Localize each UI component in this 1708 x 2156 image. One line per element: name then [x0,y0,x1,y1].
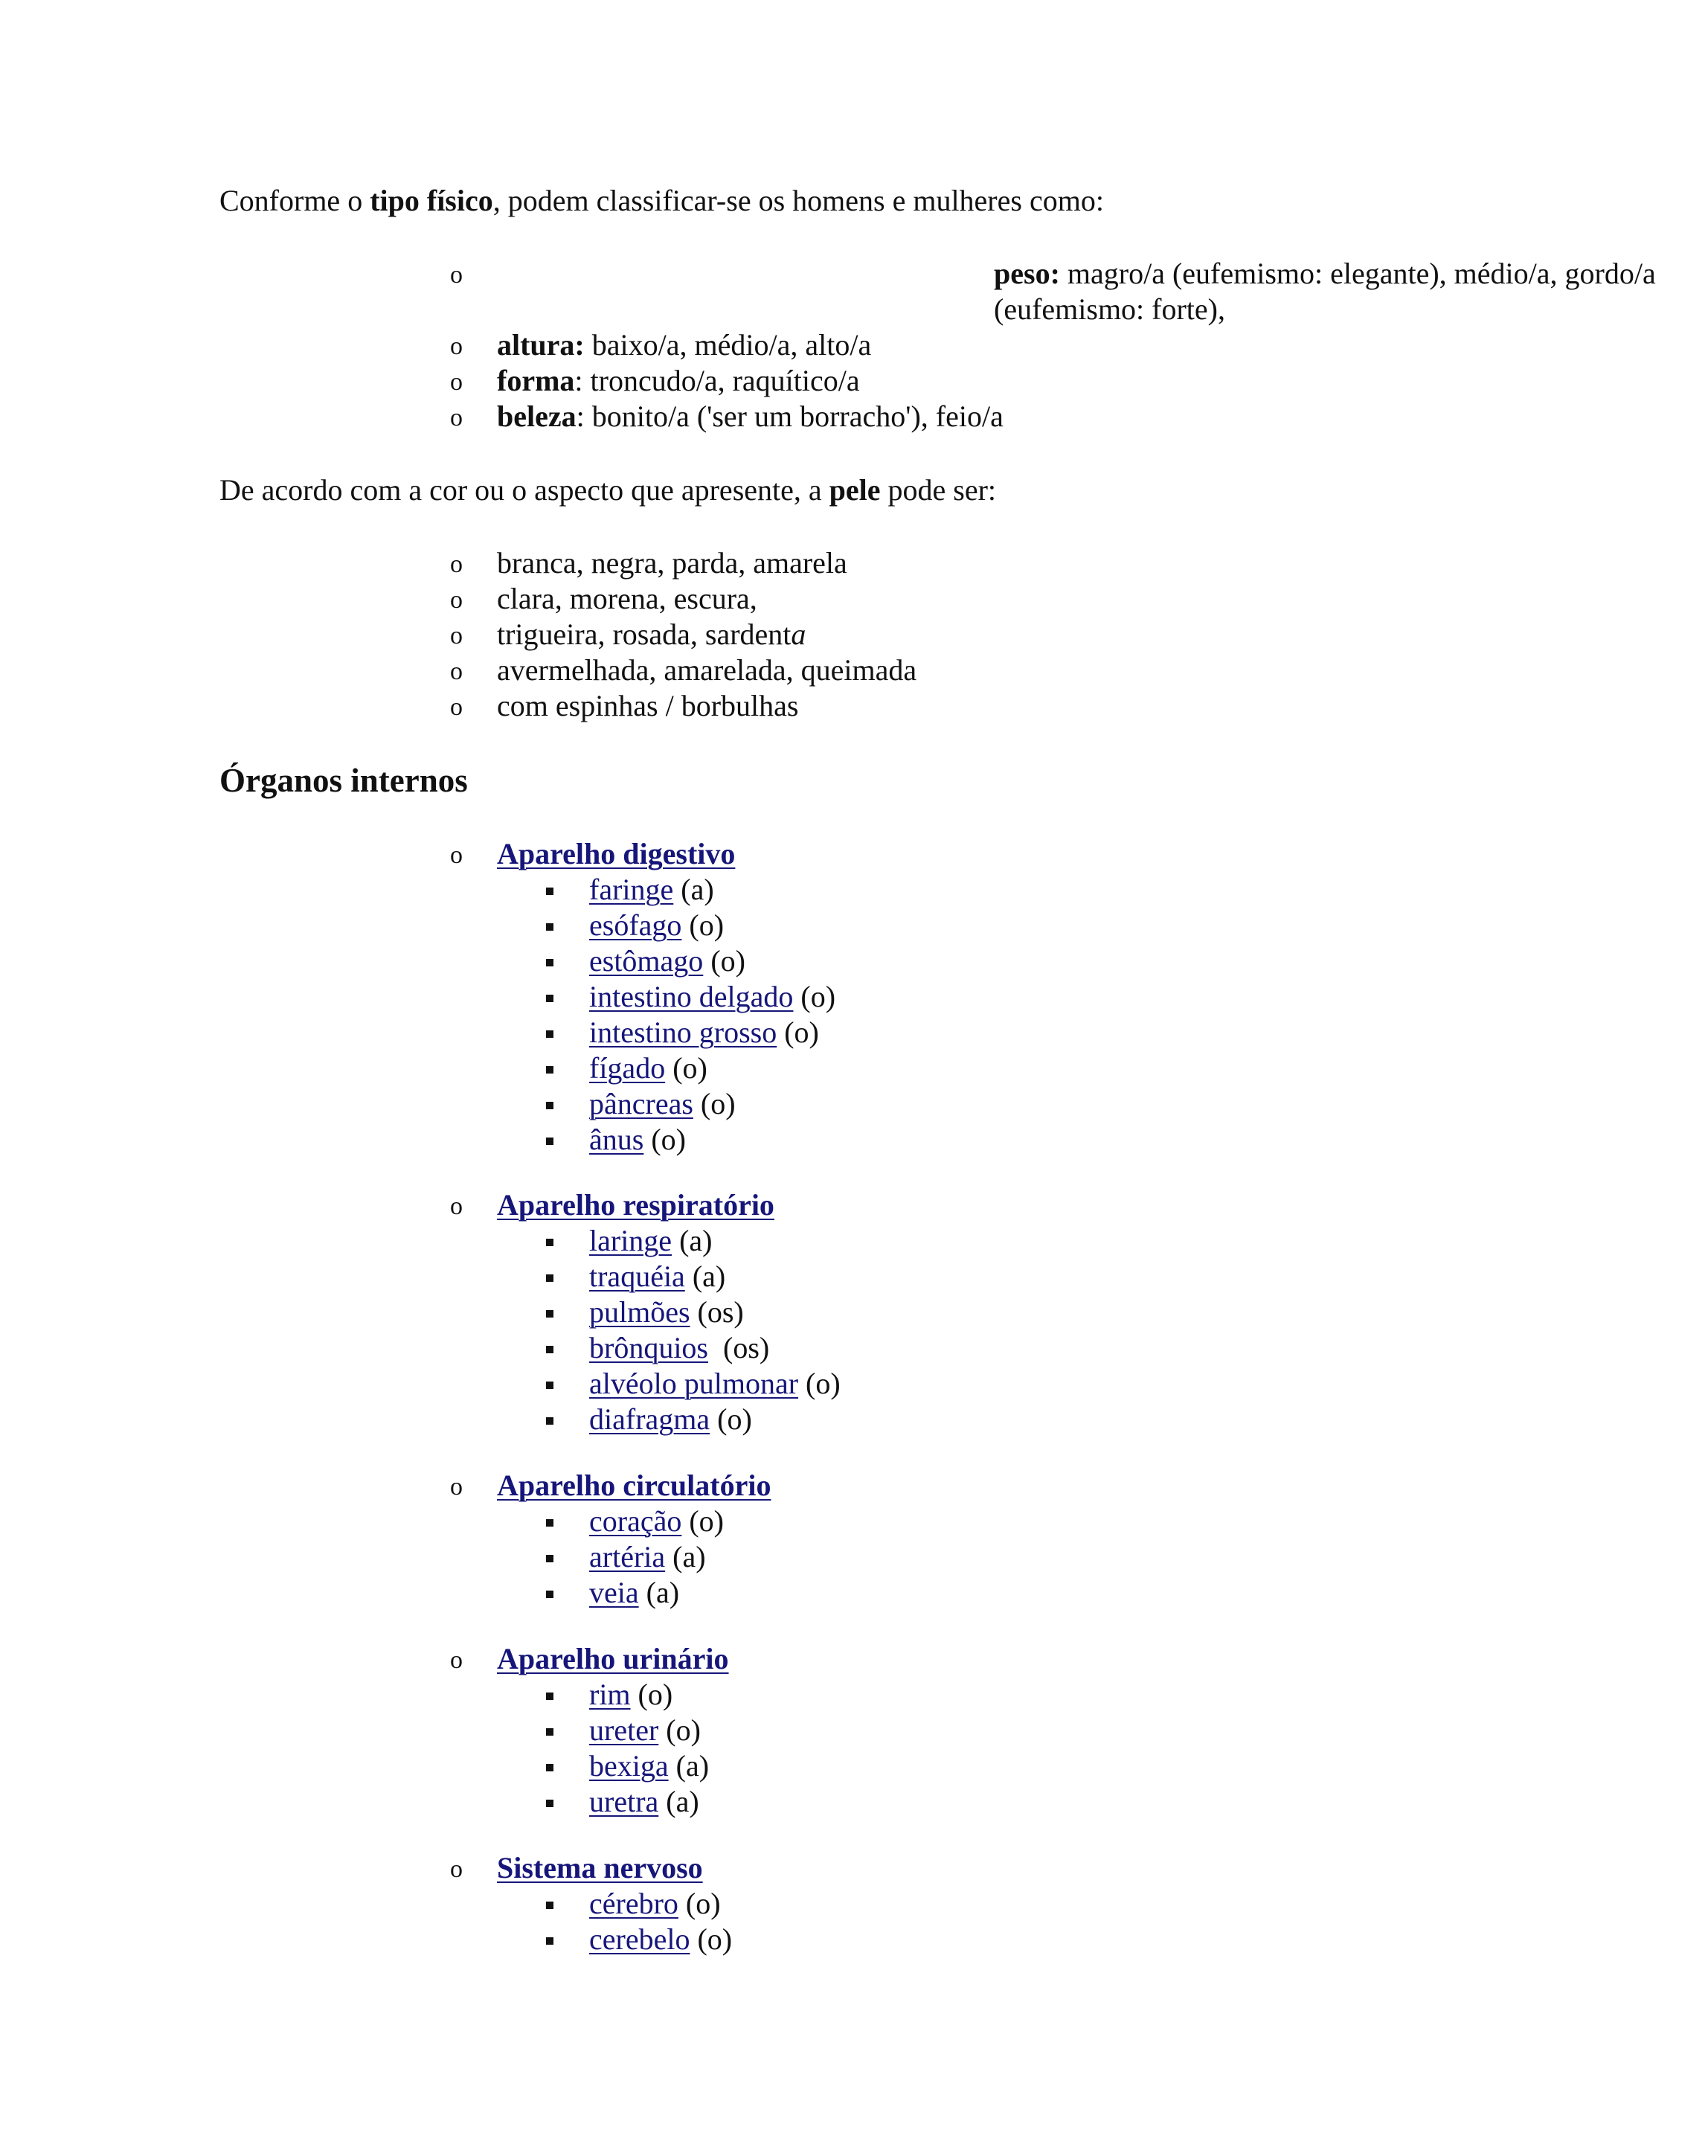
physical-text: : bonito/a ('ser um borracho'), feio/a [576,400,1004,433]
organ-gender: (o) [643,1123,686,1156]
organ-link[interactable]: diafragma [589,1402,710,1436]
physical-text: magro/a (eufemismo: elegante), médio/a, gordo/a (eufemismo: forte), [994,257,1656,326]
organ-link[interactable]: pulmões [589,1295,690,1329]
organ-gender: (o) [658,1713,701,1747]
organ-link[interactable]: laringe [589,1224,672,1257]
skin-bold: pele [829,473,881,507]
skin-type-text: com espinhas / borbulhas [497,689,799,722]
organ-link[interactable]: faringe [589,873,674,906]
list-item [0,363,1211,399]
square-bullet-icon [546,1274,553,1282]
organ-link[interactable]: estômago [589,944,704,978]
organ-gender: (a) [684,1260,726,1293]
square-bullet-icon [546,1310,553,1318]
organ-link[interactable]: fígado [589,1051,666,1085]
organ-gender: (o) [665,1051,707,1085]
circle-bullet-icon: o [450,551,463,578]
skin-type-text: clara, morena, escura, [497,582,757,615]
physical-text: baixo/a, médio/a, alto/a [584,328,872,362]
circle-bullet-icon: o [450,658,463,685]
circle-bullet-icon: o [450,586,463,614]
physical-label: altura: [497,328,585,362]
list-item [0,256,1656,327]
circle-bullet-icon: o [450,841,463,869]
organ-link[interactable]: uretra [589,1785,659,1818]
square-bullet-icon [546,1555,553,1562]
square-bullet-icon [546,1382,553,1389]
circle-bullet-icon: o [450,693,463,721]
organ-link[interactable]: traquéia [589,1260,685,1293]
circle-bullet-icon: o [450,1855,463,1883]
system-link[interactable]: Aparelho respiratório [497,1188,774,1222]
organ-link[interactable]: cerebelo [589,1922,690,1956]
system-link[interactable]: Sistema nervoso [497,1851,703,1884]
organs-heading: Órganos internos [219,762,468,799]
organ-link[interactable]: coração [589,1504,682,1538]
skin-paragraph [219,472,996,508]
organ-gender: (o) [798,1367,841,1400]
organ-link[interactable]: intestino delgado [589,980,794,1013]
organ-link[interactable]: esófago [589,908,682,942]
organ-link[interactable]: rim [589,1678,631,1711]
system-link[interactable]: Aparelho urinário [497,1642,729,1675]
skin-type-italic: a [791,617,806,651]
organ-gender: (o) [777,1016,819,1049]
square-bullet-icon [546,1030,553,1038]
organ-gender: (a) [673,873,714,906]
square-bullet-icon [546,888,553,895]
square-bullet-icon [546,1728,553,1736]
square-bullet-icon [546,1937,553,1945]
square-bullet-icon [546,995,553,1002]
square-bullet-icon [546,1138,553,1145]
organ-link[interactable]: alvéolo pulmonar [589,1367,799,1400]
physical-text: : troncudo/a, raquítico/a [574,364,860,397]
square-bullet-icon [546,1239,553,1246]
organ-gender: (o) [690,1922,733,1956]
organ-gender: (a) [672,1224,713,1257]
list-item [0,399,1211,434]
skin-type-text: avermelhada, amarelada, queimada [497,653,917,687]
organ-gender: (o) [681,1504,724,1538]
organ-gender: (o) [703,944,745,978]
physical-label: forma [497,364,575,397]
square-bullet-icon [546,1519,553,1527]
skin-type-text: branca, negra, parda, amarela [497,546,847,580]
physical-types-list [0,256,1656,434]
organ-gender: (o) [630,1678,673,1711]
organ-gender: (o) [710,1402,752,1436]
circle-bullet-icon: o [450,404,463,431]
organ-gender: (o) [693,1087,736,1120]
square-bullet-icon [546,1066,553,1074]
square-bullet-icon [546,1102,553,1109]
circle-bullet-icon: o [450,333,463,360]
skin-after: pode ser: [880,473,997,507]
square-bullet-icon [546,1693,553,1700]
intro-bold: tipo físico [370,184,493,217]
circle-bullet-icon: o [450,1193,463,1220]
square-bullet-icon [546,1800,553,1807]
organ-gender: (a) [658,1785,699,1818]
organ-gender: (os) [690,1295,744,1329]
physical-label: beleza [497,400,577,433]
organ-link[interactable]: veia [589,1576,639,1609]
circle-bullet-icon: o [450,261,463,289]
square-bullet-icon [546,1591,553,1598]
organ-gender: (os) [708,1331,770,1364]
square-bullet-icon [546,959,553,966]
skin-type-text: trigueira, rosada, sardent [497,617,792,651]
square-bullet-icon [546,1902,553,1909]
organ-link[interactable]: bexiga [589,1749,669,1783]
organ-gender: (a) [668,1749,710,1783]
square-bullet-icon [546,1417,553,1425]
circle-bullet-icon: o [450,368,463,396]
organ-gender: (a) [638,1576,680,1609]
organ-gender: (o) [793,980,836,1013]
system-link[interactable]: Aparelho circulatório [497,1469,771,1502]
organ-link[interactable]: intestino grosso [589,1016,777,1049]
circle-bullet-icon: o [450,622,463,649]
organ-link[interactable]: ânus [589,1123,644,1156]
square-bullet-icon [546,1346,553,1353]
circle-bullet-icon: o [450,1646,463,1674]
intro-paragraph [219,183,1104,219]
list-item [0,327,1211,363]
square-bullet-icon [546,923,553,931]
organ-link[interactable]: cérebro [589,1887,678,1920]
skin-before: De acordo com a cor ou o aspecto que apresente, a [219,473,829,507]
system-link[interactable]: Aparelho digestivo [497,837,736,870]
organ-gender: (o) [678,1887,721,1920]
square-bullet-icon [546,1764,553,1771]
organ-gender: (o) [681,908,725,942]
organ-gender: (a) [665,1540,706,1573]
physical-label: peso: [994,257,1060,290]
organ-link[interactable]: artéria [589,1540,666,1573]
intro-after: , podem classificar-se os homens e mulheres como: [492,184,1104,217]
organ-link[interactable]: ureter [589,1713,659,1747]
organ-link[interactable]: pâncreas [589,1087,693,1120]
circle-bullet-icon: o [450,1473,463,1501]
organ-link[interactable]: brônquios [589,1331,708,1364]
intro-before: Conforme o [219,184,370,217]
